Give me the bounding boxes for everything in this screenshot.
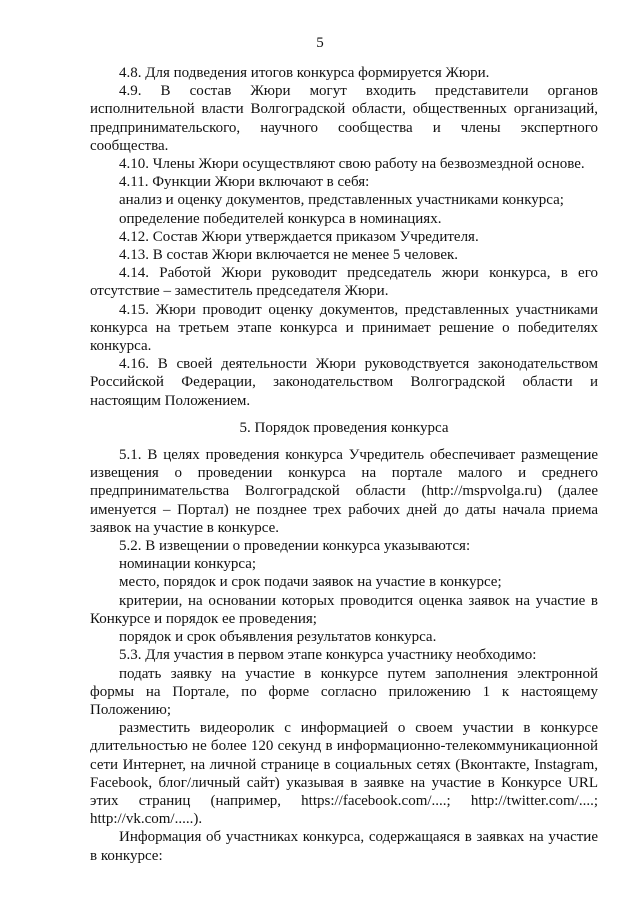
- paragraph-4-11: 4.11. Функции Жюри включают в себя:: [119, 174, 370, 191]
- paragraph-5-2: 5.2. В извещении о проведении конкурса указываются:: [119, 538, 471, 555]
- paragraph-4-12: 4.12. Состав Жюри утверждается приказом Учредителя.: [119, 228, 479, 245]
- paragraph-4-10: 4.10. Члены Жюри осуществляют свою работу на безвозмездной основе.: [119, 156, 585, 173]
- paragraph-4-13: 4.13. В состав Жюри включается не менее 5 человек.: [119, 247, 459, 264]
- list-item: определение победителей конкурса в номинациях.: [119, 210, 442, 227]
- document-body: [90, 64, 598, 865]
- list-item: номинации конкурса;: [119, 556, 257, 573]
- paragraph-5-3: 5.3. Для участия в первом этапе конкурса участнику необходимо:: [119, 647, 537, 664]
- page-number: 5: [316, 35, 324, 51]
- paragraph-5-1: 5.1. В целях проведения конкурса Учредитель обеспечивает размещение извещения о проведении конкурса на портале малого и среднего предпринимательства Волгоградской области (http://mspvolga.ru) (далее именуется – Портал) не позднее трех рабочих дней до даты начала приема заявок на участие в конкурсе.: [90, 447, 598, 536]
- paragraph-participants-info: Информация об участниках конкурса, содержащаяся в заявках на участие в конкурсе:: [90, 829, 598, 864]
- paragraph-4-9: 4.9. В состав Жюри могут входить представители органов исполнительной власти Волгоградской области, общественных организаций, предпринимательского, научного сообщества и члены экспертного сообщества.: [90, 83, 598, 154]
- list-item: порядок и срок объявления результатов конкурса.: [119, 629, 437, 646]
- paragraph-4-14: 4.14. Работой Жюри руководит председатель жюри конкурса, в его отсутствие – заместитель председателя Жюри.: [90, 265, 598, 300]
- list-item: подать заявку на участие в конкурсе путем заполнения электронной формы на Портале, по форме согласно приложению 1 к настоящему Положению;: [90, 665, 598, 718]
- list-item: анализ и оценку документов, представленных участниками конкурса;: [119, 192, 564, 209]
- paragraph-4-8: 4.8. Для подведения итогов конкурса формируется Жюри.: [119, 65, 490, 81]
- paragraph-4-16: 4.16. В своей деятельности Жюри руководствуется законодательством Российской Федерации, законодательством Волгоградской области и настоящим Положением.: [90, 356, 598, 409]
- paragraph-4-15: 4.15. Жюри проводит оценку документов, представленных участниками конкурса на третьем этапе конкурса и принимает решение о победителях конкурса.: [90, 301, 598, 355]
- list-item: разместить видеоролик с информацией о своем участии в конкурсе длительностью не более 120 секунд в информационно-телекоммуникационной сети Интернет, на личной странице в социальных сетях (Вконтакте, Instagram, Facebook, блог/личный сайт) указывая в заявке на участие в Конкурсе URL этих страниц (например, https://facebook.com/....; http://twitter.com/....; http://vk.com/.....).: [90, 720, 598, 828]
- list-item: место, порядок и срок подачи заявок на участие в конкурсе;: [119, 574, 502, 591]
- section-heading: 5. Порядок проведения конкурса: [239, 419, 449, 436]
- list-item: критерии, на основании которых проводится оценка заявок на участие в Конкурсе и порядок ее проведения;: [90, 592, 598, 627]
